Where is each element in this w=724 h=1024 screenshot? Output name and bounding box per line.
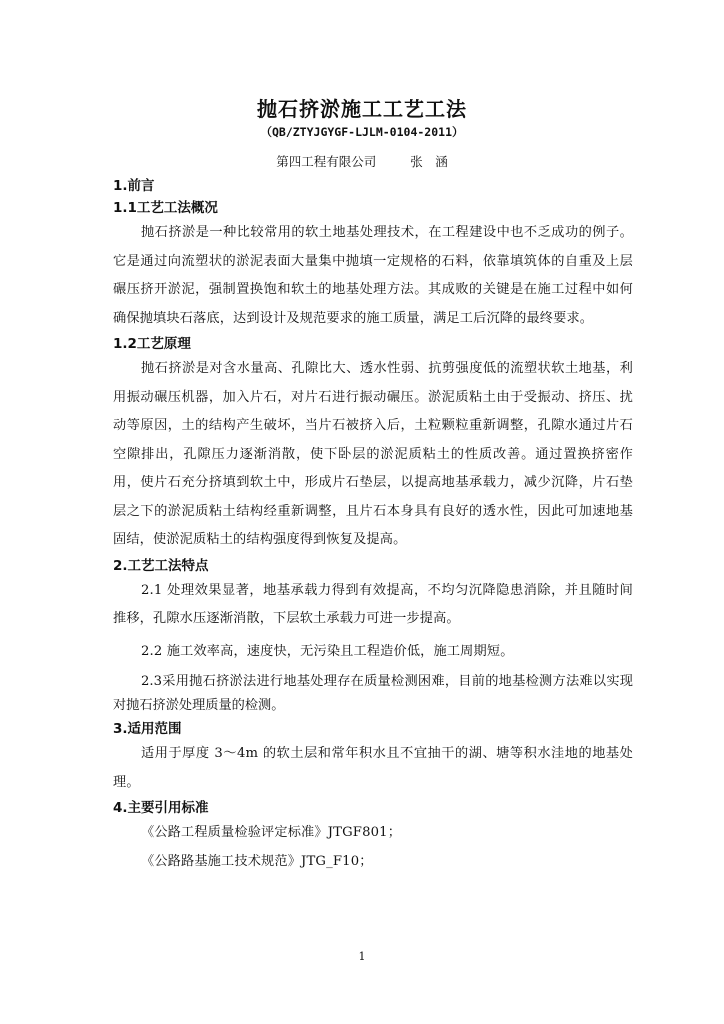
paragraph: 2.1 处理效果显著，地基承载力得到有效提高，不均匀沉降隐患消除，并且随时间推移，孔隙水压逐渐消散，下层软土承载力可进一步提高。: [113, 582, 633, 626]
paragraph: 2.3采用抛石挤淤法进行地基处理存在质量检测困难，目前的地基检测方法难以实现对抛石挤淤处理质量的检测。: [113, 674, 633, 713]
section-heading-3: 3.适用范围: [113, 721, 182, 737]
reference-item: 《公路路基施工技术规范》JTG_F10；: [141, 853, 373, 869]
company-name: 第四工程有限公司: [276, 154, 377, 169]
section-heading-1-2: 1.2工艺原理: [113, 336, 191, 352]
page-number: 1: [358, 950, 366, 963]
section-heading-1-1: 1.1工艺工法概况: [113, 200, 218, 216]
document-body: [113, 175, 633, 876]
section-heading-1: 1.前言: [113, 178, 155, 194]
paragraph: 抛石挤淤是一种比较常用的软土地基处理技术，在工程建设中也不乏成功的例子。它是通过向流塑状的淤泥表面大量集中抛填一定规格的石料，依靠填筑体的自重及上层碾压挤开淤泥，强制置换饱和软土的地基处理方法。其成败的关键是在施工过程中如何确保抛填块石落底，达到设计及规范要求的施工质量，满足工后沉降的最终要求。: [113, 225, 633, 326]
paragraph: 适用于厚度 3～4m 的软土层和常年积水且不宜抽干的湖、塘等积水洼地的地基处理。: [113, 746, 633, 790]
document-code: （QB/ZTYJGYGF-LJLM-0104-2011）: [260, 125, 464, 139]
paragraph: 抛石挤淤是对含水量高、孔隙比大、透水性弱、抗剪强度低的流塑状软土地基，利用振动碾压机器，加入片石，对片石进行振动碾压。淤泥质粘土由于受振动、挤压、扰动等原因，土的结构产生破坏，当片石被挤入后，土粒颗粒重新调整，孔隙水通过片石空隙排出，孔隙压力逐渐消散，使下卧层的淤泥质粘土的性质改善。通过置换挤密作用，使片石充分挤填到软土中，形成片石垫层，以提高地基承载力，减少沉降，片石垫层之下的淤泥质粘土结构经重新调整，且片石本身具有良好的透水性，因此可加速地基固结，使淤泥质粘土的结构强度得到恢复及提高。: [113, 361, 633, 547]
author-line: [0, 152, 724, 170]
reference-item: 《公路工程质量检验评定标准》JTGF801；: [141, 825, 402, 840]
section-heading-4: 4.主要引用标准: [113, 800, 209, 816]
paragraph: 2.2 施工效率高，速度快，无污染且工程造价低，施工周期短。: [141, 643, 514, 659]
author-name: 张 涵: [410, 154, 448, 169]
document-title: 抛石挤淤施工工艺工法: [257, 97, 467, 121]
section-heading-2: 2.工艺工法特点: [113, 557, 209, 574]
